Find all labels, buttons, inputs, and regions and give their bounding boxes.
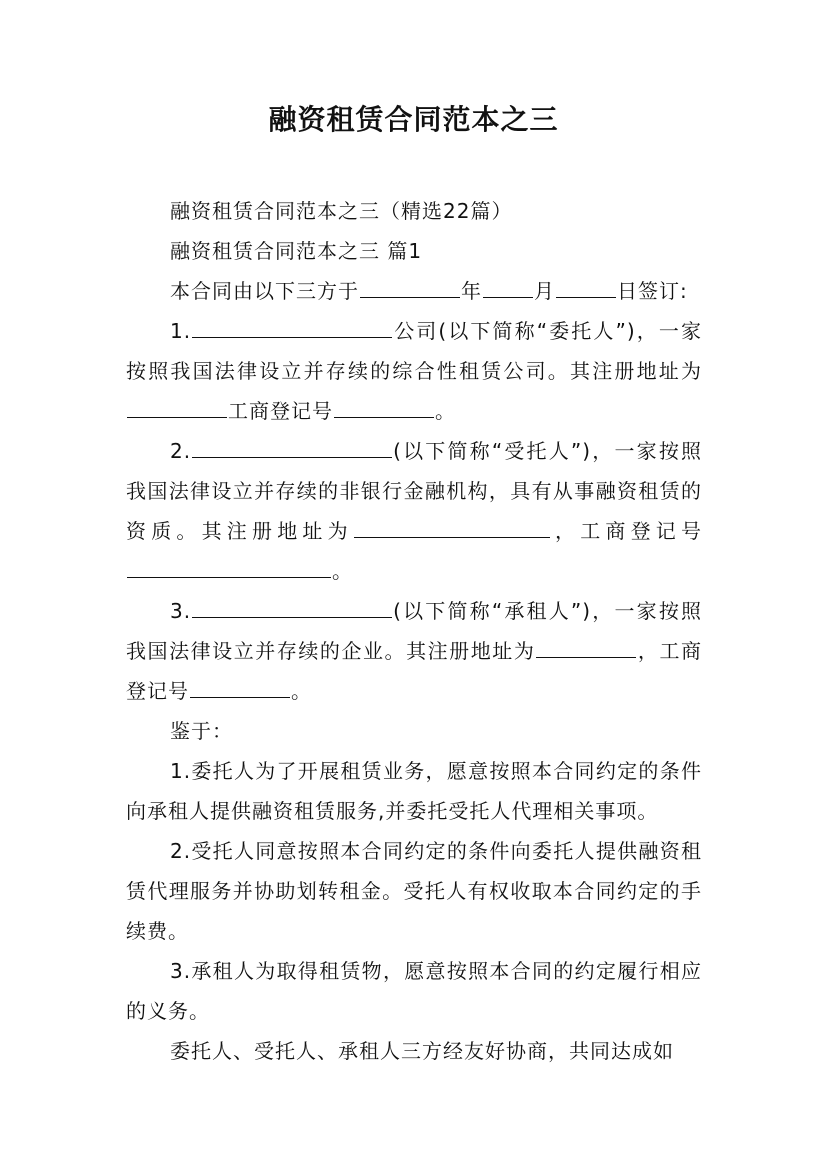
paragraph-text: 年 — [461, 279, 482, 303]
paragraph-text: ，工商登记号 — [550, 519, 703, 543]
paragraph-text: 3.承租人为取得租赁物，愿意按照本合同的约定履行相应的义务。 — [126, 959, 702, 1023]
fill-in-blank[interactable] — [556, 275, 616, 298]
paragraph-text: 日签订: — [617, 279, 688, 303]
paragraph-8 — [126, 751, 702, 831]
paragraph-11 — [126, 1031, 702, 1071]
fill-in-blank[interactable] — [192, 595, 392, 618]
paragraph-text: 本合同由以下三方于 — [170, 279, 359, 303]
paragraph-text: 2. — [170, 439, 192, 463]
paragraph-1 — [126, 191, 702, 231]
paragraph-10 — [126, 951, 702, 1031]
document-title: 融资租赁合同范本之三 — [268, 103, 559, 136]
fill-in-blank[interactable] — [190, 675, 290, 698]
paragraph-6 — [126, 591, 702, 711]
fill-in-blank[interactable] — [360, 275, 460, 298]
paragraph-2 — [126, 231, 702, 271]
paragraph-text: 月 — [534, 279, 555, 303]
paragraph-5 — [126, 431, 702, 591]
paragraph-7 — [126, 711, 702, 751]
fill-in-blank[interactable] — [192, 315, 392, 338]
paragraph-text: 公司(以下简称“委托人”)，一家按照我国法律设立并存续的综合性租赁公司。其注册地址为 — [126, 319, 702, 383]
paragraph-text: (以下简称“受托人”)，一家按照我国法律设立并存续的非银行金融机构，具有从事融资租赁的资质。其注册地址为 — [126, 439, 702, 543]
paragraph-text: 2.受托人同意按照本合同约定的条件向委托人提供融资租赁代理服务并协助划转租金。受托人有权收取本合同约定的手续费。 — [126, 839, 702, 943]
fill-in-blank[interactable] — [127, 555, 331, 578]
paragraph-text: ，工商登记号 — [126, 639, 703, 703]
paragraph-text: 1. — [170, 319, 192, 343]
paragraph-9 — [126, 831, 702, 951]
fill-in-blank[interactable] — [192, 435, 392, 458]
paragraph-text: 。 — [435, 399, 456, 423]
paragraph-text: 融资租赁合同范本之三（精选22篇） — [170, 199, 513, 223]
paragraph-text: 1.委托人为了开展租赁业务，愿意按照本合同约定的条件向承租人提供融资租赁服务,并委托受托人代理相关事项。 — [126, 759, 702, 823]
paragraph-text: 委托人、受托人、承租人三方经友好协商，共同达成如 — [170, 1039, 674, 1063]
fill-in-blank[interactable] — [354, 515, 550, 538]
fill-in-blank[interactable] — [483, 275, 533, 298]
document-body — [126, 191, 702, 1071]
paragraph-text: 融资租赁合同范本之三 篇1 — [170, 239, 423, 263]
paragraph-3 — [126, 271, 702, 311]
fill-in-blank[interactable] — [536, 635, 636, 658]
paragraph-text: 。 — [291, 679, 312, 703]
fill-in-blank[interactable] — [334, 395, 434, 418]
paragraph-text: (以下简称“承租人”)，一家按照我国法律设立并存续的企业。其注册地址为 — [126, 599, 702, 663]
paragraph-text: 。 — [332, 559, 353, 583]
paragraph-4 — [126, 311, 702, 431]
paragraph-text: 鉴于： — [170, 719, 233, 743]
paragraph-text: 工商登记号 — [228, 399, 333, 423]
fill-in-blank[interactable] — [127, 395, 227, 418]
paragraph-text: 3. — [170, 599, 192, 623]
